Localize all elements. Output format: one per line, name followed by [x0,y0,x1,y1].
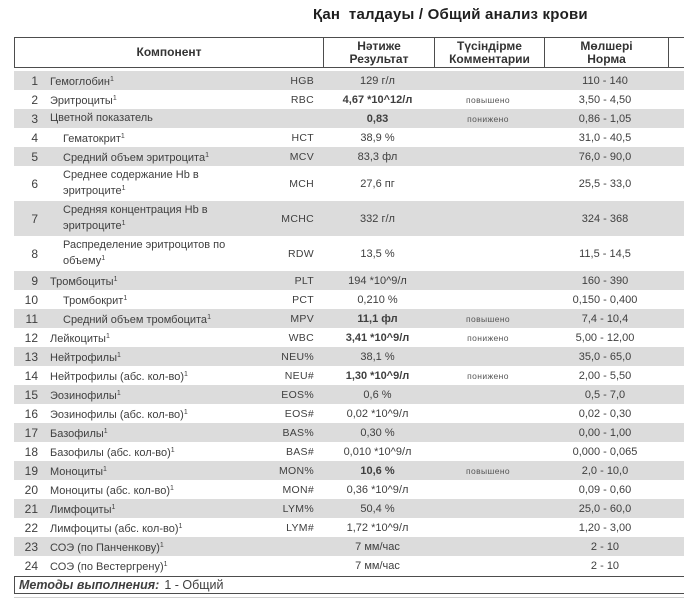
norm-range: 2,00 - 5,50 [578,369,632,382]
table-row [14,442,684,461]
component-cell [14,501,322,517]
row-number: 24 [24,558,38,573]
component-name: Лимфоциты$^1$ [50,503,116,516]
method-ref: 1 [159,541,164,549]
header-norm-line2: Норма [587,51,626,66]
row-number: 15 [24,387,38,402]
table-header-row [14,37,684,68]
method-ref: 1 [101,255,106,262]
method-ref: 1 [183,408,188,416]
table-row [14,404,684,423]
comment-flag: понижено [467,370,509,381]
methods-label: Методы выполнения: [19,578,160,592]
component-abbreviation: RDW [288,247,314,260]
row-number: 10 [24,292,38,307]
norm-range: 2 - 10 [590,559,620,572]
component-cell [14,273,322,289]
row-number: 8 [31,246,38,261]
result-value: 83,3 фл [357,150,398,163]
result-value: 0,010 *10^9/л [343,445,412,458]
component-abbreviation: HCT [291,131,314,144]
component-abbreviation: HGB [290,74,314,87]
row-number: 11 [25,311,38,326]
norm-range: 7,4 - 10,4 [581,312,629,325]
method-ref: 1 [121,220,126,227]
method-ref: 1 [109,75,114,83]
method-ref: 1 [113,275,118,283]
result-value: 1,72 *10^9/л [346,521,409,534]
row-number: 16 [24,406,38,421]
component-name: СОЭ (по Панченкову)$^1$ [50,541,164,554]
result-value: 4,67 *10^12/л [342,93,413,106]
row-number: 13 [24,349,38,364]
norm-range: 324 - 368 [581,212,629,225]
method-ref: 1 [184,370,188,378]
component-name: Гемоглобин$^1$ [50,75,114,88]
component-cell [14,292,322,308]
component-cell [14,311,322,327]
component-abbreviation: RBC [290,93,314,106]
component-cell [14,73,322,89]
norm-range: 160 - 390 [581,274,629,287]
method-ref: 1 [163,560,168,568]
component-name: Средняя концентрация Hb в эритроците$^1$ [63,204,208,232]
row-number: 17 [24,425,38,440]
method-ref: 1 [205,151,209,159]
result-value: 38,1 % [360,350,395,363]
comment-flag: повышено [465,313,511,324]
component-name: Базофилы$^1$ [50,427,108,440]
table-row [14,128,684,147]
method-ref: 1 [103,427,108,435]
component-name: Цветной показатель [50,112,153,124]
header-component [15,38,323,67]
norm-range: 0,00 - 1,00 [578,426,632,439]
component-name: Тромбокрит$^1$ [63,294,128,307]
norm-range: 110 - 140 [582,74,628,87]
norm-range: 2,0 - 10,0 [581,464,629,477]
norm-range: 0,02 - 0,30 [578,407,632,420]
table-row [14,480,684,499]
table-body [14,71,684,575]
result-value: 0,02 *10^9/л [346,407,409,420]
component-cell [14,387,322,403]
table-row [14,347,684,366]
norm-range: 76,0 - 90,0 [578,150,632,163]
table-row [14,518,684,537]
norm-range: 0,09 - 0,60 [578,483,632,496]
header-comment-line2: Комментарии [449,51,530,66]
table-row [14,556,684,575]
component-abbreviation: MON% [278,464,314,477]
table-row [14,328,684,347]
component-cell [14,330,322,346]
result-value: 7 мм/час [355,559,400,572]
bottom-divider [14,597,684,598]
component-cell [14,425,322,441]
component-abbreviation: LYM# [286,521,314,534]
component-name: Распределение эритроцитов по объему$^1$ [63,239,226,267]
row-number: 21 [24,501,38,516]
methods-footer [14,576,684,594]
result-value: 27,6 пг [360,177,395,190]
component-name: Гематокрит$^1$ [63,132,125,145]
component-abbreviation: NEU% [281,350,314,363]
component-cell [14,368,322,384]
header-comment [434,38,544,67]
norm-range: 35,0 - 65,0 [578,350,632,363]
table-row [14,236,684,271]
method-ref: 1 [178,522,183,530]
norm-range: 5,00 - 12,00 [575,331,635,344]
component-name: СОЭ (по Вестергрену)$^1$ [50,560,168,573]
table-row [14,90,684,109]
table-row [14,71,684,90]
component-cell [14,482,322,498]
table-row [14,499,684,518]
component-cell [14,349,322,365]
method-ref: 1 [112,94,117,102]
result-value: 0,83 [366,112,389,125]
row-number: 3 [31,111,38,126]
comment-flag: повышено [465,94,511,105]
result-value: 11,1 фл [357,312,398,325]
component-abbreviation: WBC [288,331,314,344]
component-abbreviation: EOS# [284,407,314,420]
component-cell [14,204,322,233]
component-cell [14,406,322,422]
header-component-label: Компонент [136,45,202,59]
component-abbreviation: PCT [292,293,314,306]
component-cell [14,149,322,165]
norm-range: 0,150 - 0,400 [572,293,638,306]
row-number: 22 [24,520,38,535]
component-name: Моноциты (абс. кол-во)$^1$ [50,484,174,497]
table-row [14,147,684,166]
comment-flag: понижено [467,332,509,343]
row-number: 7 [31,211,38,226]
header-norm-line1: Мөлшері [580,38,633,53]
component-abbreviation: EOS% [281,388,314,401]
table-row [14,366,684,385]
result-value: 10,6 % [360,464,395,477]
norm-range: 0,000 - 0,065 [572,445,638,458]
table-row [14,201,684,236]
table-row [14,309,684,328]
component-cell [14,130,322,146]
component-abbreviation: MPV [290,312,314,325]
result-value: 0,210 % [357,293,398,306]
method-ref: 1 [116,389,121,397]
row-number: 19 [24,463,38,478]
header-overflow-cell [668,38,684,67]
row-number: 5 [31,149,38,164]
result-value: 7 мм/час [355,540,400,553]
table-row [14,109,684,128]
component-name: Эозинофилы$^1$ [50,389,121,402]
methods-value: 1 - Общий [164,578,224,592]
table-row [14,166,684,201]
component-name: Нейтрофилы (абс. кол-во)$^1$ [50,370,188,383]
header-result-line1: Нәтиже [357,38,401,53]
component-abbreviation: PLT [294,274,314,287]
table-row [14,290,684,309]
result-value: 0,36 *10^9/л [346,483,409,496]
method-ref: 1 [207,313,211,321]
result-value: 1,30 *10^9/л [345,369,410,382]
result-value: 0,30 % [360,426,395,439]
component-name: Лимфоциты (абс. кол-во)$^1$ [50,522,183,535]
method-ref: 1 [120,132,125,140]
row-number: 9 [31,273,38,288]
method-ref: 1 [103,465,107,473]
method-ref: 1 [170,484,174,492]
component-abbreviation: MCHC [281,212,314,225]
component-abbreviation: BAS# [285,445,314,458]
method-ref: 1 [121,185,126,192]
component-cell [14,112,322,126]
norm-range: 11,5 - 14,5 [579,247,631,260]
component-cell [14,239,322,268]
component-cell [14,169,322,198]
component-name: Базофилы (абс. кол-во)$^1$ [50,446,175,459]
header-norm [544,38,668,67]
component-name: Нейтрофилы$^1$ [50,351,121,364]
norm-range: 0,86 - 1,05 [578,112,632,125]
result-value: 332 г/л [360,212,395,225]
component-name: Лейкоциты$^1$ [50,332,110,345]
component-cell [14,558,322,574]
table-row [14,461,684,480]
result-value: 38,9 % [360,131,395,144]
table-row [14,423,684,442]
component-abbreviation: NEU# [284,369,314,382]
result-value: 13,5 % [360,247,395,260]
component-name: Тромбоциты$^1$ [50,275,118,288]
row-number: 12 [24,330,38,345]
component-cell [14,539,322,555]
result-value: 129 г/л [360,74,395,87]
header-result [323,38,434,67]
result-value: 50,4 % [360,502,395,515]
component-name: Моноциты$^1$ [50,465,107,478]
method-ref: 1 [170,446,175,454]
component-cell [14,463,322,479]
component-abbreviation: MCV [289,150,314,163]
row-number: 20 [24,482,38,497]
component-name: Эозинофилы (абс. кол-во)$^1$ [50,408,188,421]
norm-range: 0,5 - 7,0 [584,388,626,401]
component-cell [14,444,322,460]
row-number: 14 [24,368,38,383]
row-number: 18 [24,444,38,459]
result-value: 0,6 % [363,388,392,401]
row-number: 6 [31,176,38,191]
norm-range: 1,20 - 3,00 [578,521,632,534]
comment-flag: повышено [465,465,511,476]
header-result-line2: Результат [349,51,409,66]
table-row [14,537,684,556]
component-cell [14,520,322,536]
method-ref: 1 [123,294,128,302]
component-name: Средний объем эритроцита$^1$ [63,151,209,164]
method-ref: 1 [111,503,116,511]
header-comment-line1: Түсіндірме [457,38,522,53]
page-title: Қан талдауы / Общий анализ крови [313,6,588,23]
row-number: 2 [31,92,38,107]
component-abbreviation: MCH [289,177,314,190]
component-name: Эритроциты$^1$ [50,94,117,107]
norm-range: 2 - 10 [590,540,620,553]
result-value: 3,41 *10^9/л [345,331,410,344]
component-abbreviation: BAS% [282,426,314,439]
component-cell [14,92,322,108]
result-value: 194 *10^9/л [348,274,407,287]
table-row [14,271,684,290]
component-abbreviation: MON# [282,483,314,496]
component-name: Среднее содержание Hb в эритроците$^1$ [63,169,199,197]
norm-range: 31,0 - 40,5 [578,131,632,144]
method-ref: 1 [117,351,121,359]
norm-range: 25,0 - 60,0 [578,502,632,515]
row-number: 1 [31,73,38,88]
row-number: 4 [31,130,38,145]
norm-range: 25,5 - 33,0 [578,177,632,190]
comment-flag: понижено [467,113,509,124]
table-row [14,385,684,404]
lab-results-table [14,37,684,575]
component-name: Средний объем тромбоцита$^1$ [63,313,211,326]
component-abbreviation: LYM% [282,502,314,515]
norm-range: 3,50 - 4,50 [578,93,632,106]
row-number: 23 [24,539,38,554]
method-ref: 1 [105,332,110,340]
